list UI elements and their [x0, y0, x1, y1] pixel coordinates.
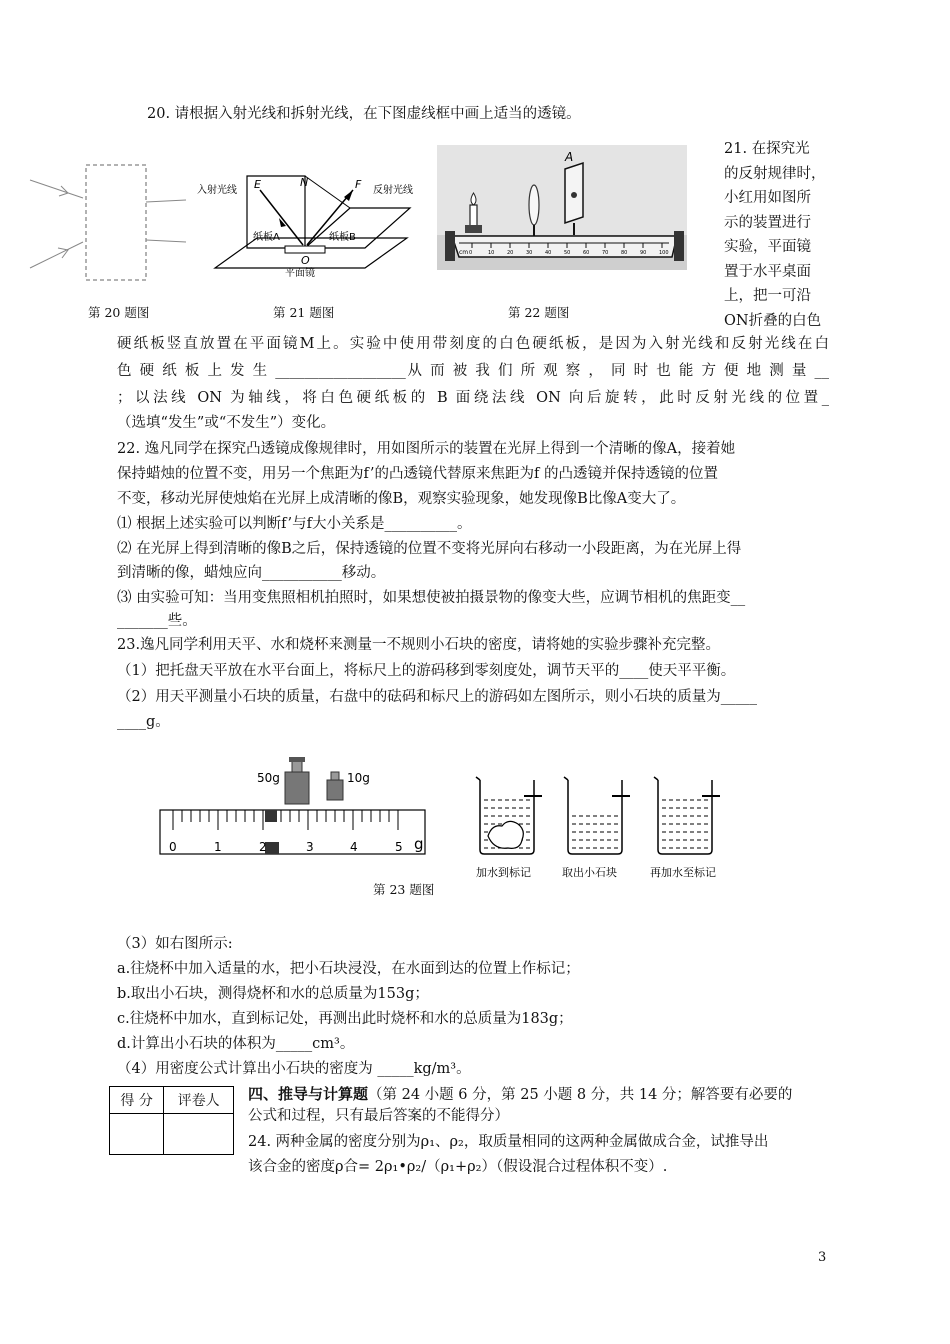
q21-side-line: 示的装置进行 [724, 214, 811, 231]
q21-line: ；以法线 ON 为轴线，将白色硬纸板的 B 面绕法线 ON 向后旋转，此时反射光线的位置_ [117, 390, 829, 406]
q23-step: （4）用密度公式计算出小石块的密度为 _____kg/m³。 [117, 1061, 471, 1077]
refracted-ray-2 [146, 240, 186, 242]
score-table [109, 1086, 234, 1155]
label-f: F [355, 178, 362, 191]
beaker-label: 加水到标记 [476, 866, 531, 879]
q23-step: （3）如右图所示: [117, 936, 233, 952]
bench-tick-label: 50 [564, 250, 571, 256]
page-number: 3 [818, 1250, 827, 1265]
refracted-ray-1 [146, 200, 186, 202]
fig21-diagram [195, 168, 417, 280]
weight-10g [327, 780, 343, 800]
beaker-1 [476, 777, 542, 854]
q21-side-line: 21. 在探究光 [724, 141, 810, 157]
fig20-diagram [28, 160, 188, 285]
q22-line: 到清晰的像，蜡烛应向___________移动。 [117, 565, 386, 581]
caption-fig22: 第 22 题图 [508, 305, 570, 320]
q23-step: c.往烧杯中加水，直到标记处，再测出此时烧杯和水的总质量为183g； [117, 1011, 573, 1027]
beaker-3 [654, 777, 720, 854]
q23-line: （1）把托盘天平放在水平台面上，将标尺上的游码移到零刻度处，调节天平的____使天平平衡。 [117, 663, 736, 679]
q23-line: （2）用天平测量小石块的质量，右盘中的砝码和标尺上的游码如左图所示，则小石块的质量为_____ [117, 689, 757, 705]
label-o: O [301, 254, 310, 267]
scale-label: 3 [306, 840, 314, 854]
bench-tick-label: 60 [583, 250, 590, 256]
q21-line: （选填“发生”或“不发生”）变化。 [117, 415, 336, 431]
q22-line: ⑵ 在光屏上得到清晰的像B之后，保持透镜的位置不变将光屏向右移动一小段距离，为在光屏上得 [117, 541, 742, 557]
score-header: 得 分 [110, 1087, 164, 1114]
rider-top [265, 810, 277, 822]
q21-side-line: 小红用如图所 [724, 190, 811, 206]
label-board-b: 纸板B [329, 232, 356, 243]
q21-line: 色 硬 纸 板 上 发 生 __________________从 而 被 我 们 所 观 察 ， 同 时 也 能 方 便 地 测 量 __ [117, 363, 829, 379]
weight-10g-label: 10g [347, 771, 370, 785]
label-e: E [254, 178, 261, 191]
section4-note2: 公式和过程，只有最后答案的不能得分） [248, 1108, 509, 1124]
bench-tick-label: 100 [659, 250, 669, 256]
q22-line: 保持蜡烛的位置不变，用另一个焦距为f’的凸透镜代替原来焦距为f 的凸透镜并保持透镜的位置 [117, 466, 719, 482]
section4-note: （第 24 小题 6 分，第 25 小题 8 分，共 14 分；解答要有必要的 [368, 1087, 793, 1103]
fig22-diagram [437, 145, 687, 270]
lens [529, 185, 539, 225]
section4-title: 四、推导与计算题 [248, 1085, 369, 1103]
q22-line: _______些。 [117, 613, 197, 629]
q24-line: 24. 两种金属的密度分别为ρ₁、ρ₂，取质量相同的这两种金属做成合金，试推导出 [248, 1134, 769, 1150]
q21-side-line: 置于水平桌面 [724, 263, 811, 280]
q22-line: 不变，移动光屏使烛焰在光屏上成清晰的像B，观察实验现象，她发现像B比像A变大了。 [117, 491, 686, 507]
bench-tick-label: 80 [621, 250, 628, 256]
q24-line: 该合金的密度ρ合= 2ρ₁•ρ₂/（ρ₁+ρ₂）（假设混合过程体积不变）. [248, 1159, 668, 1175]
caption-fig23: 第 23 题图 [373, 882, 435, 897]
q20-text: 20. 请根据入射光线和拆射光线，在下图虚线框中画上适当的透镜。 [147, 106, 581, 122]
weight-50g-label: 50g [257, 771, 280, 785]
label-incident: 入射光线 [197, 185, 237, 196]
candle [470, 205, 477, 227]
grader-header: 评卷人 [164, 1087, 234, 1114]
label-mirror: 平面镜 [285, 268, 315, 279]
q23-line: 23.逸凡同学利用天平、水和烧杯来测量一不规则小石块的密度，请将她的实验步骤补充完整。 [117, 637, 721, 653]
bench-tick-label: 20 [507, 250, 514, 256]
score-cell[interactable] [110, 1114, 164, 1155]
bench-tick-label: 40 [545, 250, 552, 256]
q21-side-line: ON折叠的白色 [724, 312, 822, 329]
scale-label: 5 [395, 840, 403, 854]
rider-bottom [265, 842, 279, 854]
bench-tick-label: 10 [488, 250, 495, 256]
stone [488, 821, 523, 848]
caption-fig21: 第 21 题图 [273, 305, 335, 320]
lens-dashed-box [86, 165, 146, 280]
q23-line: ____g。 [117, 714, 170, 730]
incident-ray-1 [30, 180, 83, 198]
bench-tick-label: 0 [469, 250, 473, 256]
label-a: A [565, 150, 574, 164]
scale-label: 2 [259, 840, 267, 854]
q22-line: ⑶ 由实验可知：当用变焦照相机拍照时，如果想使被拍摄景物的像变大些，应调节相机的焦距变__ [117, 590, 746, 606]
bench-tick-label: 70 [602, 250, 609, 256]
fig23-beakers [470, 772, 740, 887]
label-n: N [300, 176, 309, 189]
q21-line: 硬纸板竖直放置在平面镜M上。实验中使用带刻度的白色硬纸板，是因为入射光线和反射光线在白 [117, 336, 829, 352]
scale-label: 1 [214, 840, 222, 854]
scale-unit: g [414, 835, 424, 853]
weight-50g [285, 772, 309, 804]
q22-line: ⑴ 根据上述实验可以判断f’与f大小关系是__________。 [117, 516, 472, 532]
q23-step: b.取出小石块，测得烧杯和水的总质量为153g； [117, 986, 429, 1002]
beaker-2 [564, 777, 630, 854]
beaker-label: 再加水至标记 [650, 866, 716, 879]
scale-label: 4 [350, 840, 358, 854]
label-board-a: 纸板A [253, 232, 280, 243]
bench-unit: cm [459, 249, 469, 256]
q21-side-text [724, 137, 834, 333]
q23-step: d.计算出小石块的体积为_____cm³。 [117, 1036, 355, 1052]
incident-ray-2 [30, 242, 83, 268]
bench-tick-label: 30 [526, 250, 533, 256]
caption-fig20: 第 20 题图 [88, 305, 150, 320]
grader-cell[interactable] [164, 1114, 234, 1155]
q21-side-line: 实验，平面镜 [724, 239, 811, 255]
section4-heading [248, 1083, 792, 1106]
beaker-label: 取出小石块 [562, 866, 617, 879]
fig23-balance [155, 752, 445, 862]
q22-line: 22. 逸凡同学在探究凸透镜成像规律时，用如图所示的装置在光屏上得到一个清晰的像A，接着她 [117, 441, 736, 457]
q23-step: a.往烧杯中加入适量的水，把小石块浸没，在水面到达的位置上作标记； [117, 961, 580, 977]
scale-label: 0 [169, 840, 177, 854]
label-reflected: 反射光线 [373, 185, 413, 196]
mirror [285, 246, 325, 253]
q21-side-line: 的反射规律时， [724, 165, 826, 182]
bench-tick-label: 90 [640, 250, 647, 256]
q21-side-line: 上，把一可沿 [724, 288, 811, 304]
